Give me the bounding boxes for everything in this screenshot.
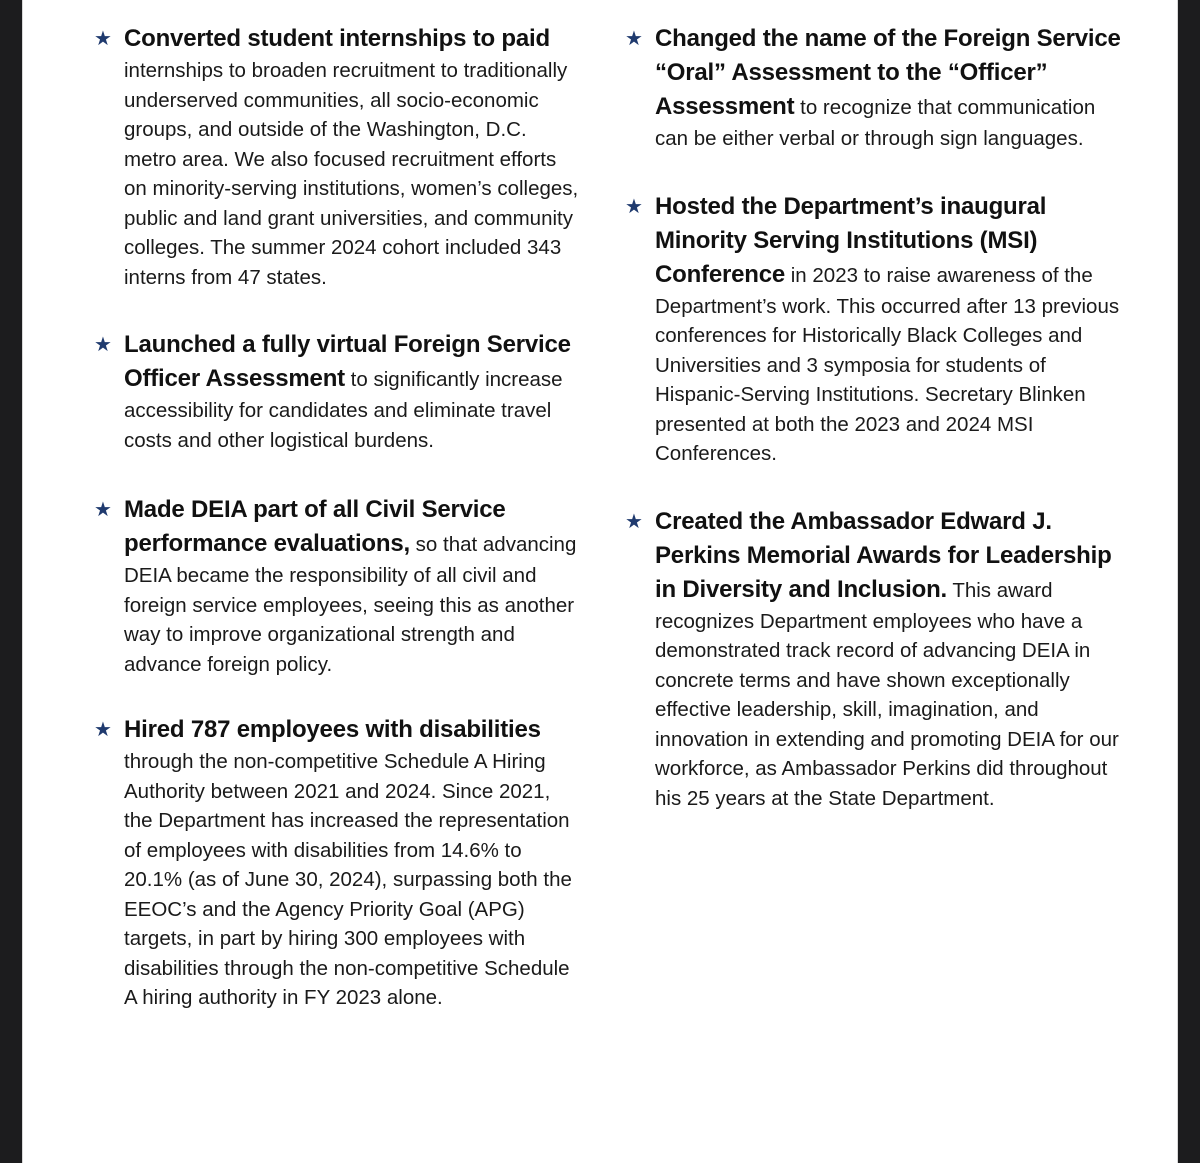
bullet-hired-disabilities	[94, 713, 584, 1013]
star-icon: ★	[94, 717, 112, 741]
bullet-virtual-assessment	[94, 328, 584, 455]
bullet-heading: Created the Ambassador Edward J. Perkins Memorial Awards for Leadership in Diversity and Inclusion.	[655, 507, 1112, 603]
bullet-heading: Hosted the Department’s inaugural Minority Serving Institutions (MSI) Conference	[655, 192, 1047, 288]
bullet-text: This award recognizes Department employees who have a demonstrated track record of advancing DEIA in concrete terms and have shown exceptionally effective leadership, skill, imagination, and innovation in extending and promoting DEIA for our workforce, as Ambassador Perkins did throughout his 25 years at the State Department.	[655, 578, 1119, 810]
bullet-msi-conference	[625, 190, 1125, 469]
bullet-paid-internships	[94, 22, 584, 292]
bullet-text: to recognize that communication can be either verbal or through sign languages.	[655, 96, 1096, 150]
star-icon: ★	[94, 332, 112, 356]
bullet-text: in 2023 to raise awareness of the Department’s work. This occurred after 13 previous conferences for Historically Black Colleges and Universities and 3 symposia for students of Hispanic-Serving Institutions. Secretary Blinken presented at both the 2023 and 2024 MSI Conferences.	[655, 263, 1120, 465]
star-icon: ★	[625, 26, 643, 50]
bullet-heading: Changed the name of the Foreign Service “Oral” Assessment to the “Officer” Assessment	[655, 25, 1121, 120]
right-column	[625, 22, 1125, 847]
document-page	[22, 0, 1178, 1163]
bullet-heading: Converted student internships to paid	[124, 25, 550, 52]
left-column	[94, 22, 584, 1047]
bullet-text: through the non-competitive Schedule A Hiring Authority between 2021 and 2024. Since 2021, the Department has increased the representation of employees with disabilities from 14.6% to 20.1% (as of June 30, 2024), surpassing both the EEOC’s and the Agency Priority Goal (APG) targets, in part by hiring 300 employees with disabilities through the non-competitive Schedule A hiring authority in FY 2023 alone.	[124, 750, 572, 1009]
star-icon: ★	[94, 497, 112, 521]
bullet-deia-evaluations	[94, 493, 584, 679]
bullet-officer-assessment	[625, 22, 1125, 154]
bullet-perkins-awards	[625, 505, 1125, 814]
star-icon: ★	[625, 193, 643, 218]
bullet-text: internships to broaden recruitment to traditionally underserved communities, all socio-economic groups, and outside of the Washington, D.C. metro area. We also focused recruitment efforts on minority-serving institutions, women’s colleges, public and land grant universities, and community colleges. The summer 2024 cohort included 343 interns from 47 states.	[124, 59, 579, 289]
bullet-text: so that advancing DEIA became the responsibility of all civil and foreign service employees, seeing this as another way to improve organizational strength and advance foreign policy.	[124, 533, 577, 676]
bullet-text: to significantly increase accessibility for candidates and eliminate travel costs and other logistical burdens.	[124, 368, 563, 452]
star-icon: ★	[94, 26, 112, 50]
bullet-heading: Made DEIA part of all Civil Service performance evaluations,	[124, 496, 506, 557]
star-icon: ★	[625, 508, 643, 533]
bullet-heading: Launched a fully virtual Foreign Service Officer Assessment	[124, 331, 571, 392]
bullet-heading: Hired 787 employees with disabilities	[124, 716, 541, 743]
